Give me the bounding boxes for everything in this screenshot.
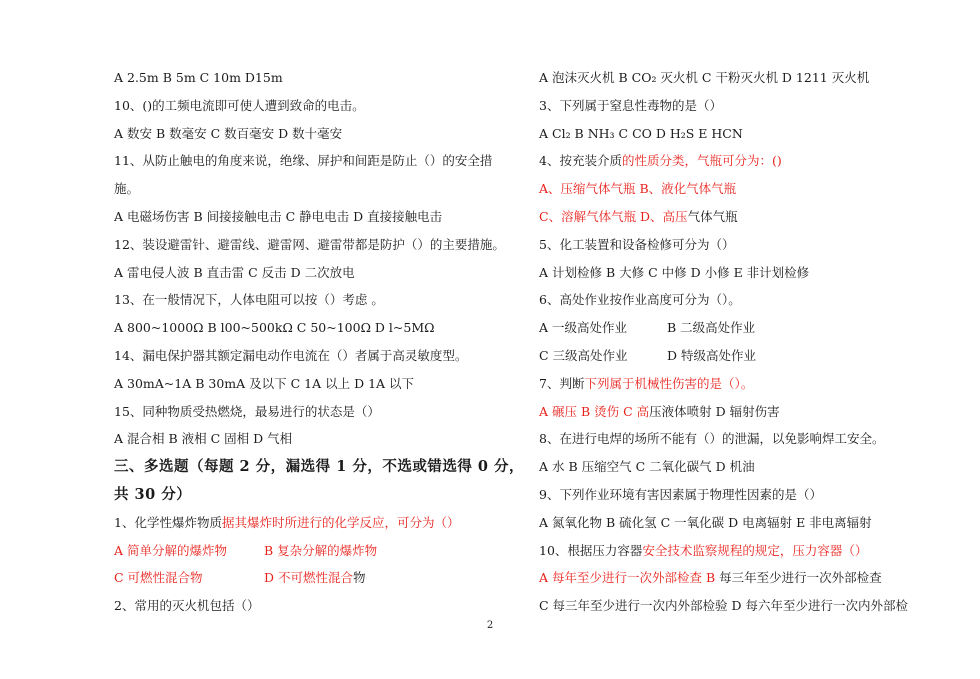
text-line: A Cl₂ B NH₃ C CO D H₂S E HCN [539,125,743,141]
text-line: 9、下列作业环境有害因素属于物理性因素的是（） [539,486,822,502]
page-number: 2 [486,620,494,631]
text-line [539,564,939,592]
text-line: 13、在一般情况下，人体电阻可以按（）考虑 。 [114,292,384,308]
text-line: 10、()的工频电流即可使人遭到致命的电击。 [114,97,365,113]
highlighted-text: D 不可燃性混合 [264,570,353,586]
text-line: A 雷电侵人波 B 直击雷 C 反击 D 二次放电 [114,264,355,280]
highlighted-text: B 复杂分解的爆炸物 [264,542,378,558]
text-line: A 水 B 压缩空气 C 二氧化碳气 D 机油 [539,459,755,475]
text-line: A 混合相 B 液相 C 固相 D 气相 [114,431,293,447]
text-line [539,342,939,370]
text-segment: 7、判断 [539,375,585,391]
left-column [114,64,525,620]
text-line: A 800~1000Ω B l00~500kΩ C 50~100Ω D l~5MΩ [114,320,435,336]
text-segment: 每三年至少进行一次外部检查 [719,570,882,586]
text-line: 3、下列属于窒息性毒物的是（） [539,97,722,113]
text-line [539,314,939,342]
text-line: 6、高处作业按作业高度可分为（）。 [539,292,741,308]
text-segment: B 二级高处作业 [667,320,756,336]
text-line: 15、同种物质受热燃烧，最易进行的状态是（） [114,403,380,419]
text-line [539,175,939,203]
text-line: 12、装设避雷针、避雷线、避雷网、避雷带都是防护（）的主要措施。 [114,236,505,252]
text-segment: 压液体喷射 D 辐射伤害 [649,403,780,419]
highlighted-text: 安全技术监察规程的规定，压力容器（） [642,542,868,558]
text-line [114,509,504,537]
text-segment: 物 [353,570,366,586]
text-line [539,537,939,565]
highlighted-text: A 简单分解的爆炸物 [114,542,228,558]
text-line: 11、从防止触电的角度来说，绝缘、屏护和间距是防止（）的安全措 [114,153,493,169]
text-segment: D 特级高处作业 [667,347,756,363]
text-line: C 每三年至少进行一次内外部检验 D 每六年至少进行一次内外部检 [539,598,909,614]
text-line: A 2.5m B 5m C 10m D15m [114,70,283,85]
highlighted-text: 的性质分类，气瓶可分为：() [621,153,782,169]
text-line [539,398,939,426]
text-segment: 4、按充装介质 [539,153,622,169]
text-line: A 泡沫灭火机 B CO₂ 灭火机 C 干粉灭火机 D 1211 灭火机 [539,70,870,85]
text-segment: 1、化学性爆炸物质 [114,514,222,530]
text-line [539,147,939,175]
section-heading-line: 三、多选题（每题 2 分，漏选得 1 分，不选或错选得 0 分， [114,458,525,476]
text-line: 8、在进行电焊的场所不能有（）的泄漏，以免影响焊工安全。 [539,431,885,447]
text-line: 5、化工装置和设备检修可分为（） [539,236,735,252]
text-segment: A 一级高处作业 [539,320,628,336]
highlighted-text: A、压缩气体气瓶 B、液化气体气瓶 [539,181,737,197]
highlighted-text: 据其爆炸时所进行的化学反应，可分为（） [221,514,460,530]
text-line: A 30mA~1A B 30mA 及以下 C 1A 以上 D 1A 以下 [114,375,415,391]
text-line [539,370,939,398]
text-line: A 电磁场伤害 B 间接接触电击 C 静电电击 D 直接接触电击 [114,208,443,224]
text-line: 施。 [114,181,140,197]
text-segment: C 三级高处作业 [539,347,628,363]
text-line: 14、漏电保护器其额定漏电动作电流在（）者属于高灵敏度型。 [114,347,468,363]
text-line: A 计划检修 B 大修 C 中修 D 小修 E 非计划检修 [539,264,810,280]
text-line: A 数安 B 数毫安 C 数百毫安 D 数十毫安 [114,125,343,141]
text-line [114,564,504,592]
section-heading-line: 共 30 分） [114,485,192,503]
highlighted-text: C 可燃性混合物 [114,570,203,586]
text-line: A 氮氧化物 B 硫化氢 C 一氧化碳 D 电离辐射 E 非电离辐射 [539,514,872,530]
text-segment: 10、根据压力容器 [539,542,643,558]
highlighted-text: A 碾压 B 烫伤 C 高 [539,403,650,419]
highlighted-text: C、溶解气体气瓶 D、高压 [539,208,688,224]
text-line [114,537,504,565]
text-line: 2、常用的灭火机包括（） [114,598,260,614]
highlighted-text: 下列属于机械性伤害的是（）。 [584,375,754,391]
text-line [539,203,939,231]
highlighted-text: A 每年至少进行一次外部检查 B [539,570,720,586]
right-column [539,64,939,620]
text-segment: 气体气瓶 [687,208,738,224]
